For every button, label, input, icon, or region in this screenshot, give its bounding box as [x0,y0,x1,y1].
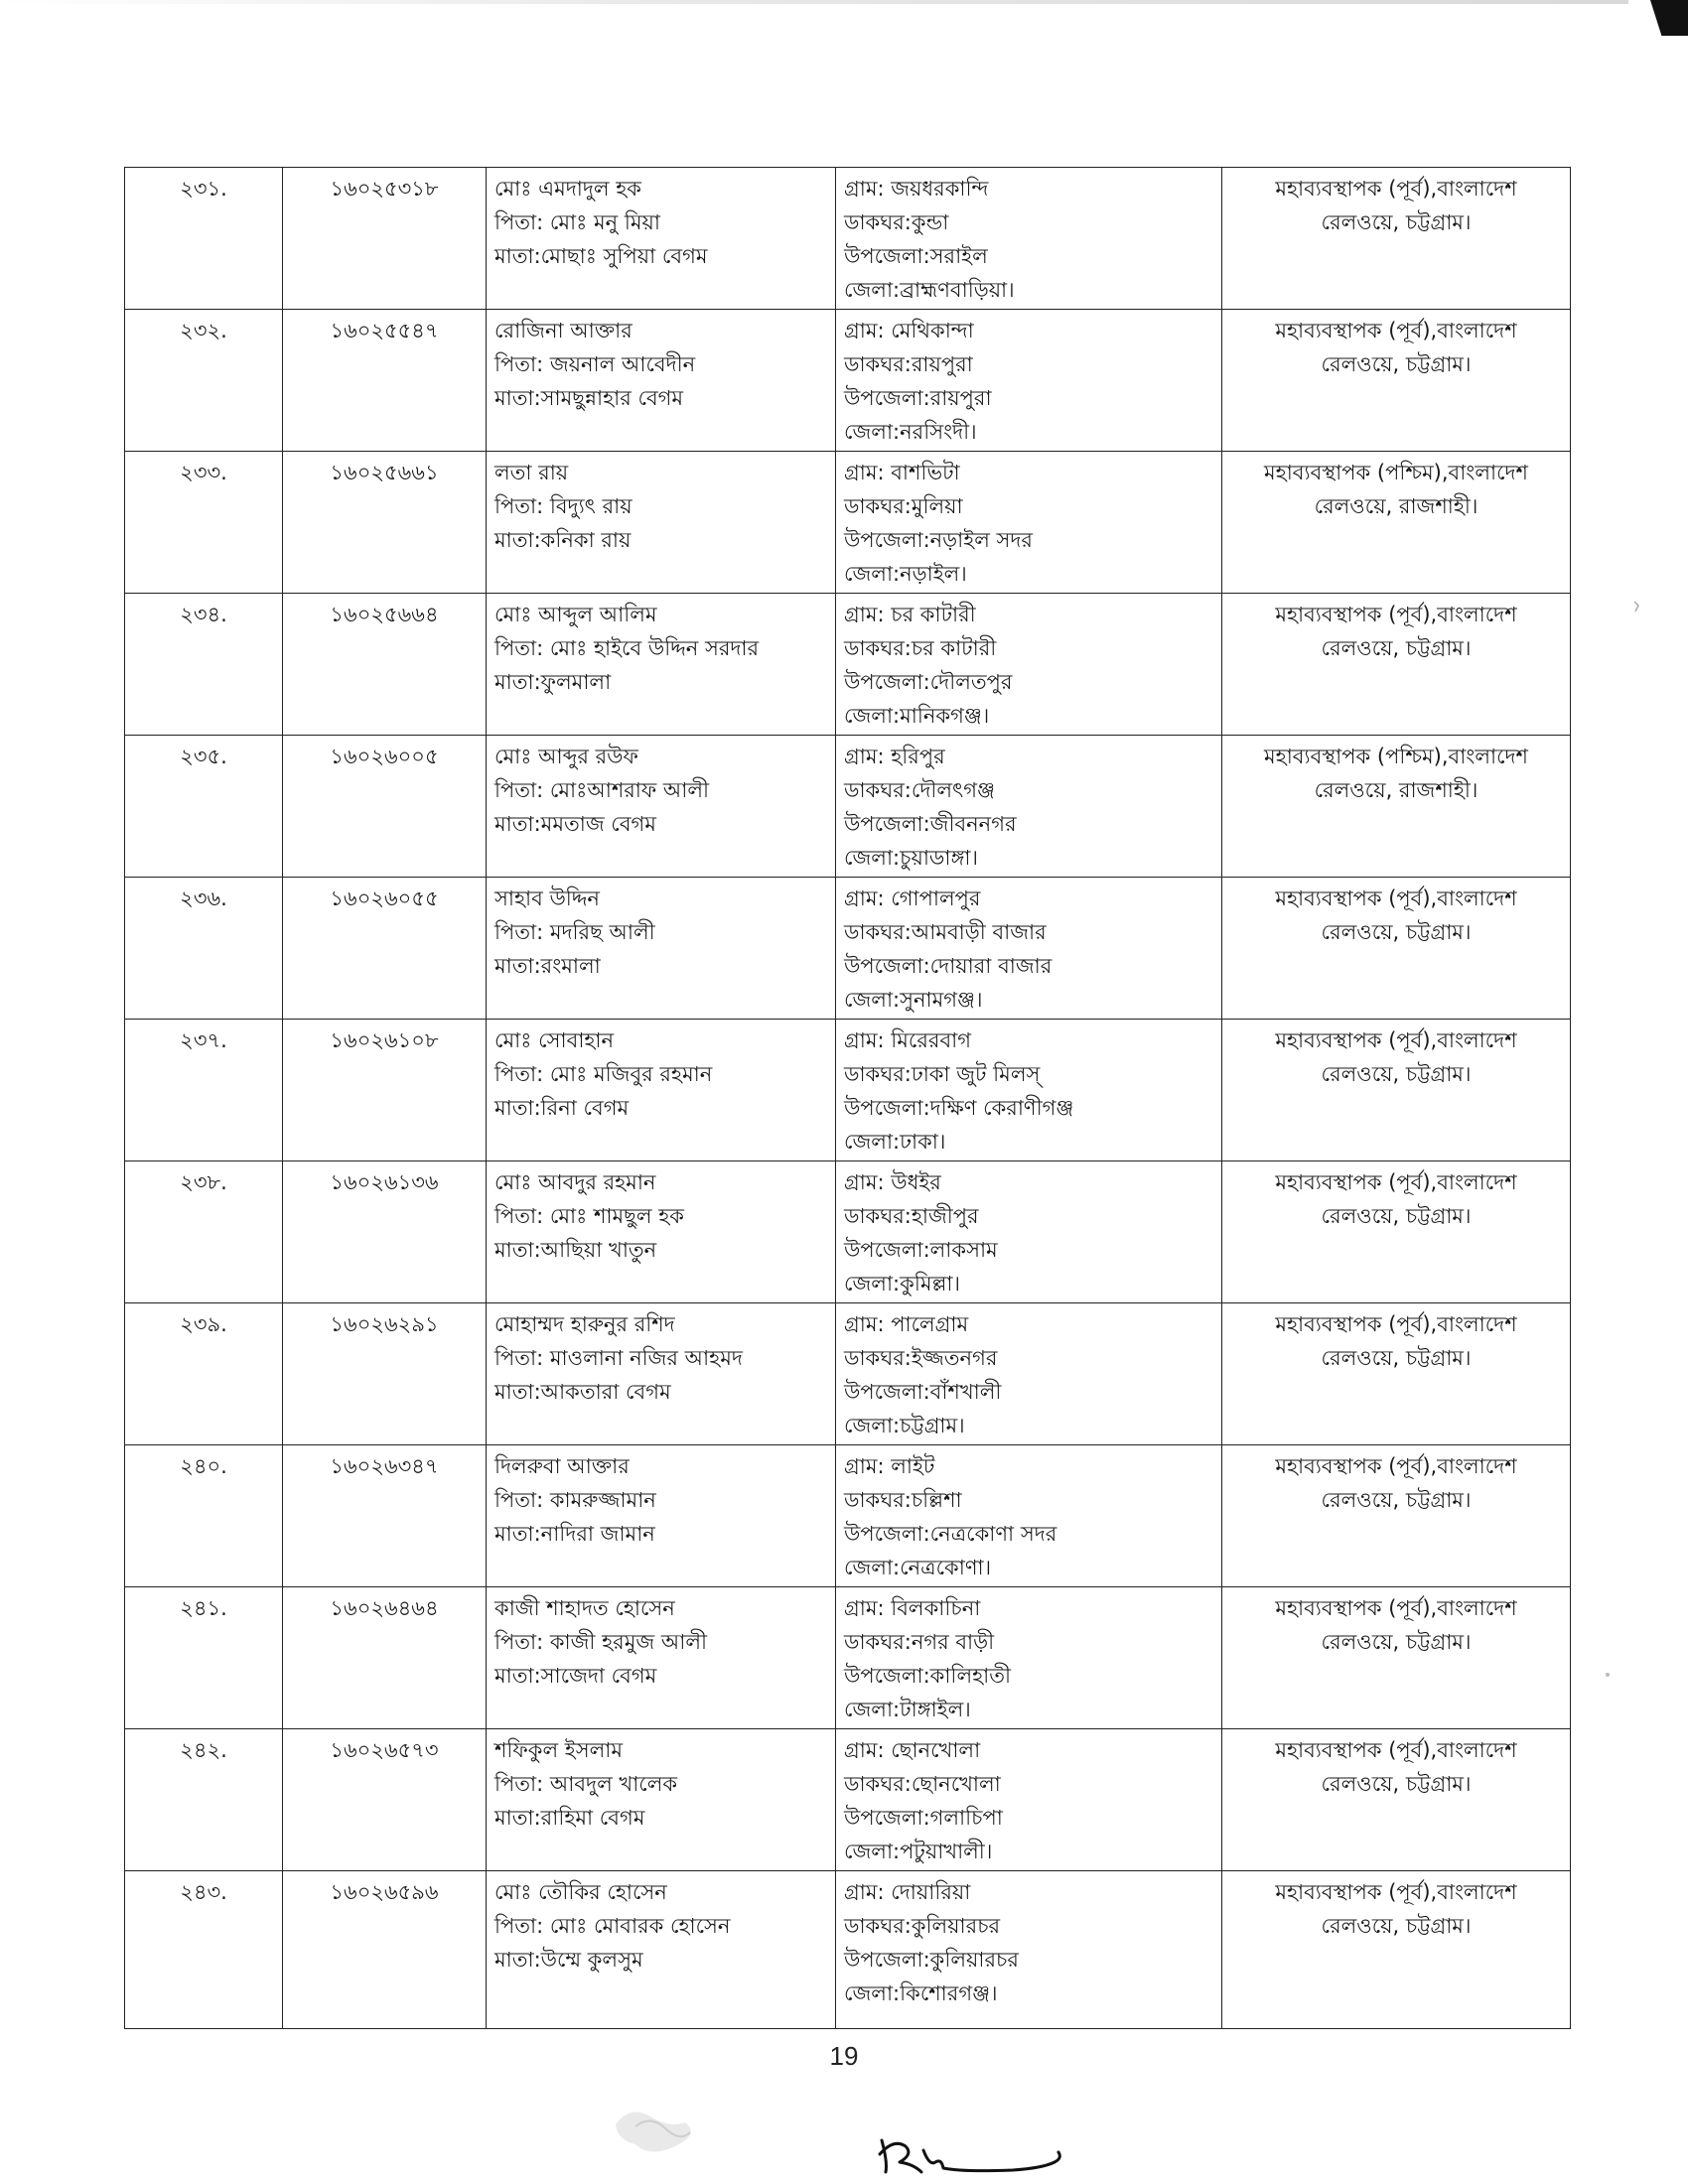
address-line: ডাকঘর:হাজীপুর [844,1204,979,1228]
name-line: পিতা: মোঃ হাইবে উদ্দিন সরদার [494,636,760,660]
name-line: মাতা:আছিয়া খাতুন [494,1238,657,1262]
address-cell [836,1587,1222,1729]
address-line: গ্রাম: লাইট [844,1454,935,1478]
address-line: জেলা:কিশোরগঞ্জ। [844,1981,998,2005]
address-line: উপজেলা:রায়পুরা [844,386,992,410]
candidate-name-cell [487,1445,836,1587]
name-line: পিতা: কাজী হরমুজ আলী [494,1630,707,1654]
table-row [125,452,1571,594]
address-line: ডাকঘর:রায়পুরা [844,352,973,376]
address-cell [836,1161,1222,1303]
candidate-table [124,167,1571,2029]
address-line: ডাকঘর:নগর বাড়ী [844,1630,995,1654]
candidate-name-cell [487,1729,836,1871]
address-line: উপজেলা:জীবননগর [844,812,1017,836]
office-cell [1222,594,1571,736]
address-line: গ্রাম: জয়ধরকান্দি [844,177,989,201]
serial-number-cell: ২৩১. [125,168,283,310]
office-line: রেলওয়ে, চট্টগ্রাম। [1321,636,1472,660]
name-line: মাতা:রিনা বেগম [494,1096,630,1120]
address-cell [836,452,1222,594]
table-row [125,1161,1571,1303]
address-line: ডাকঘর:মুলিয়া [844,494,963,518]
address-line: গ্রাম: চর কাটারী [844,603,976,626]
address-line: ডাকঘর:কুলিয়ারচর [844,1914,1001,1938]
address-cell [836,1020,1222,1161]
office-line: মহাব্যবস্থাপক (পূর্ব),বাংলাদেশ [1275,1028,1517,1052]
serial-number-cell: ২৪০. [125,1445,283,1587]
table-row [125,1871,1571,2029]
name-line: মাতা:রাহিমা বেগম [494,1806,645,1830]
name-line: পিতা: কামরুজ্জামান [494,1488,656,1512]
table-row [125,878,1571,1020]
name-line: মাতা:সাজেদা বেগম [494,1664,657,1688]
office-line: রেলওয়ে, চট্টগ্রাম। [1321,920,1472,944]
name-line: মাতা:আকতারা বেগম [494,1380,671,1404]
name-line: মাতা:মমতাজ বেগম [494,812,656,836]
address-line: উপজেলা:কালিহাতী [844,1664,1011,1688]
address-line: গ্রাম: বাশভিটা [844,461,960,484]
table-row [125,1445,1571,1587]
name-line: কাজী শাহাদত হোসেন [494,1596,675,1620]
address-line: উপজেলা:দোয়ারা বাজার [844,954,1053,978]
address-line: গ্রাম: ছোনখোলা [844,1738,981,1762]
address-line: ডাকঘর:আমবাড়ী বাজার [844,920,1047,944]
name-line: মোঃ আব্দুর রউফ [494,745,638,768]
table-row [125,168,1571,310]
address-cell [836,168,1222,310]
address-line: ডাকঘর:দৌলৎগঞ্জ [844,778,995,802]
address-line: গ্রাম: মেথিকান্দা [844,319,974,342]
roll-number-cell: ১৬০২৬০০৫ [283,736,487,878]
candidate-name-cell [487,1020,836,1161]
office-line: মহাব্যবস্থাপক (পূর্ব),বাংলাদেশ [1275,1312,1517,1336]
name-line: মোঃ এমদাদুল হক [494,177,641,201]
name-line: লতা রায় [494,461,569,484]
address-line: জেলা:সুনামগঞ্জ। [844,988,983,1012]
office-cell [1222,736,1571,878]
candidate-table-body [125,168,1571,2029]
address-cell [836,1445,1222,1587]
name-line: মাতা:রংমালা [494,954,601,978]
serial-number-cell: ২৪২. [125,1729,283,1871]
address-line: জেলা:কুমিল্লা। [844,1272,961,1296]
office-cell [1222,878,1571,1020]
office-line: রেলওয়ে, চট্টগ্রাম। [1321,1914,1472,1938]
scan-corner-shadow [1650,0,1688,36]
address-line: ডাকঘর:কুন্ডা [844,210,949,234]
table-row [125,1587,1571,1729]
name-line: মোঃ আবদুর রহমান [494,1170,656,1194]
address-line: জেলা:নরসিংদী। [844,420,977,444]
name-line: পিতা: মোঃ শামছুল হক [494,1204,684,1228]
serial-number-cell: ২৩৯. [125,1303,283,1445]
address-line: গ্রাম: উধইর [844,1170,941,1194]
name-line: পিতা: মাওলানা নজির আহমদ [494,1346,743,1370]
roll-number-cell: ১৬০২৬০৫৫ [283,878,487,1020]
address-line: গ্রাম: মিরেরবাগ [844,1028,971,1052]
name-line: মোহাম্মদ হারুনুর রশিদ [494,1312,675,1336]
roll-number-cell: ১৬০২৬১০৮ [283,1020,487,1161]
office-line: রেলওয়ে, রাজশাহী। [1314,778,1478,802]
office-line: মহাব্যবস্থাপক (পশ্চিম),বাংলাদেশ [1264,745,1528,768]
candidate-name-cell [487,1871,836,2029]
name-line: পিতা: মোঃ মোবারক হোসেন [494,1914,731,1938]
scan-speck [1603,1668,1613,1682]
office-cell [1222,1445,1571,1587]
office-cell [1222,168,1571,310]
address-line: গ্রাম: বিলকাচিনা [844,1596,981,1620]
name-line: পিতা: আবদুল খালেক [494,1772,678,1796]
address-line: জেলা:ব্রাহ্মণবাড়িয়া। [844,278,1015,302]
office-line: মহাব্যবস্থাপক (পূর্ব),বাংলাদেশ [1275,177,1517,201]
address-line: ডাকঘর:ঢাকা জুট মিলস্ [844,1062,1041,1086]
name-line: শফিকুল ইসলাম [494,1738,623,1762]
address-line: জেলা:নড়াইল। [844,562,967,586]
serial-number-cell: ২৩৪. [125,594,283,736]
address-line: উপজেলা:দৌলতপুর [844,670,1013,694]
serial-number-cell: ২৩৩. [125,452,283,594]
address-line: জেলা:চট্টগ্রাম। [844,1414,965,1437]
address-line: ডাকঘর:ছোনখোলা [844,1772,1001,1796]
office-line: মহাব্যবস্থাপক (পূর্ব),বাংলাদেশ [1275,1738,1517,1762]
candidate-name-cell [487,736,836,878]
name-line: সাহাব উদ্দিন [494,887,600,910]
name-line: মাতা:ফুলমালা [494,670,612,694]
office-line: মহাব্যবস্থাপক (পূর্ব),বাংলাদেশ [1275,887,1517,910]
roll-number-cell: ১৬০২৬৩৪৭ [283,1445,487,1587]
address-line: উপজেলা:সরাইল [844,244,988,268]
name-line: মাতা:নাদিরা জামান [494,1522,655,1546]
address-line: উপজেলা:লাকসাম [844,1238,998,1262]
candidate-name-cell [487,1303,836,1445]
address-cell [836,594,1222,736]
name-line: পিতা: জয়নাল আবেদীন [494,352,696,376]
office-line: মহাব্যবস্থাপক (পূর্ব),বাংলাদেশ [1275,603,1517,626]
address-line: উপজেলা:নেত্রকোণা সদর [844,1522,1057,1546]
office-line: মহাব্যবস্থাপক (পূর্ব),বাংলাদেশ [1275,319,1517,342]
name-line: মাতা:মোছাঃ সুপিয়া বেগম [494,244,708,268]
office-cell [1222,452,1571,594]
office-line: মহাব্যবস্থাপক (পূর্ব),বাংলাদেশ [1275,1880,1517,1904]
office-cell [1222,1303,1571,1445]
roll-number-cell: ১৬০২৬১৩৬ [283,1161,487,1303]
name-line: পিতা: মোঃআশরাফ আলী [494,778,710,802]
address-line: উপজেলা:দক্ষিণ কেরাণীগঞ্জ [844,1096,1074,1120]
address-cell [836,1729,1222,1871]
office-line: মহাব্যবস্থাপক (পশ্চিম),বাংলাদেশ [1264,461,1528,484]
name-line: মোঃ তৌকির হোসেন [494,1880,667,1904]
address-cell [836,1303,1222,1445]
signature [874,2132,1092,2180]
address-line: জেলা:নেত্রকোণা। [844,1556,992,1579]
name-line: দিলরুবা আক্তার [494,1454,630,1478]
roll-number-cell: ১৬০২৬৫৭৩ [283,1729,487,1871]
candidate-name-cell [487,168,836,310]
page-number: 19 [829,2041,859,2071]
table-row [125,736,1571,878]
table-row [125,310,1571,452]
address-line: উপজেলা:বাঁশখালী [844,1380,1002,1404]
address-line: জেলা:টাঙ্গাইল। [844,1698,971,1721]
name-line: পিতা: বিদ্যুৎ রায় [494,494,633,518]
address-line: জেলা:মানিকগঞ্জ। [844,704,990,728]
office-line: মহাব্যবস্থাপক (পূর্ব),বাংলাদেশ [1275,1454,1517,1478]
address-line: ডাকঘর:চর কাটারী [844,636,997,660]
office-cell [1222,310,1571,452]
office-line: রেলওয়ে, চট্টগ্রাম। [1321,1346,1472,1370]
address-line: গ্রাম: হরিপুর [844,745,945,768]
name-line: মাতা:কনিকা রায় [494,528,632,552]
address-line: জেলা:চুয়াডাঙ্গা। [844,846,978,870]
table-row [125,1020,1571,1161]
roll-number-cell: ১৬০২৫৫৪৭ [283,310,487,452]
serial-number-cell: ২৩৮. [125,1161,283,1303]
name-line: পিতা: মদরিছ আলী [494,920,655,944]
table-row [125,1303,1571,1445]
office-line: রেলওয়ে, রাজশাহী। [1314,494,1478,518]
candidate-name-cell [487,1161,836,1303]
roll-number-cell: ১৬০২৬৪৬৪ [283,1587,487,1729]
address-cell [836,878,1222,1020]
address-line: উপজেলা:নড়াইল সদর [844,528,1033,552]
office-cell [1222,1161,1571,1303]
office-line: রেলওয়ে, চট্টগ্রাম। [1321,352,1472,376]
office-line: রেলওয়ে, চট্টগ্রাম। [1321,1630,1472,1654]
serial-number-cell: ২৩২. [125,310,283,452]
scan-edge [0,0,1628,4]
address-line: গ্রাম: গোপালপুর [844,887,981,910]
office-line: মহাব্যবস্থাপক (পূর্ব),বাংলাদেশ [1275,1596,1517,1620]
office-cell [1222,1871,1571,2029]
office-line: রেলওয়ে, চট্টগ্রাম। [1321,210,1472,234]
roll-number-cell: ১৬০২৬২৯১ [283,1303,487,1445]
roll-number-cell: ১৬০২৫৬৬৪ [283,594,487,736]
name-line: মাতা:সামছুন্নাহার বেগম [494,386,684,410]
address-line: উপজেলা:গলাচিপা [844,1806,1003,1830]
table-row [125,1729,1571,1871]
table-row [125,594,1571,736]
name-line: মাতা:উম্মে কুলসুম [494,1948,643,1972]
office-cell [1222,1020,1571,1161]
office-cell [1222,1587,1571,1729]
roll-number-cell: ১৬০২৬৫৯৬ [283,1871,487,2029]
name-line: মোঃ সোবাহান [494,1028,615,1052]
candidate-name-cell [487,310,836,452]
office-line: রেলওয়ে, চট্টগ্রাম। [1321,1488,1472,1512]
office-cell [1222,1729,1571,1871]
candidate-name-cell [487,1587,836,1729]
serial-number-cell: ২৩৫. [125,736,283,878]
roll-number-cell: ১৬০২৫৬৬১ [283,452,487,594]
name-line: পিতা: মোঃ মনু মিয়া [494,210,661,234]
name-line: মোঃ আব্দুল আলিম [494,603,657,626]
address-line: ডাকঘর:চল্লিশা [844,1488,962,1512]
address-line: ডাকঘর:ইজ্জতনগর [844,1346,998,1370]
candidate-name-cell [487,594,836,736]
address-line: গ্রাম: পালেগ্রাম [844,1312,969,1336]
serial-number-cell: ২৪১. [125,1587,283,1729]
office-line: মহাব্যবস্থাপক (পূর্ব),বাংলাদেশ [1275,1170,1517,1194]
address-line: গ্রাম: দোয়ারিয়া [844,1880,971,1904]
address-line: জেলা:ঢাকা। [844,1130,946,1154]
scan-smudge [606,2095,715,2164]
scan-speck [1632,600,1642,614]
name-line: পিতা: মোঃ মজিবুর রহমান [494,1062,713,1086]
office-line: রেলওয়ে, চট্টগ্রাম। [1321,1062,1472,1086]
serial-number-cell: ২৩৬. [125,878,283,1020]
serial-number-cell: ২৪৩. [125,1871,283,2029]
name-line: রোজিনা আক্তার [494,319,633,342]
roll-number-cell: ১৬০২৫৩১৮ [283,168,487,310]
address-cell [836,310,1222,452]
address-line: জেলা:পটুয়াখালী। [844,1840,993,1863]
office-line: রেলওয়ে, চট্টগ্রাম। [1321,1772,1472,1796]
address-line: উপজেলা:কুলিয়ারচর [844,1948,1019,1972]
office-line: রেলওয়ে, চট্টগ্রাম। [1321,1204,1472,1228]
candidate-name-cell [487,878,836,1020]
address-cell [836,736,1222,878]
candidate-name-cell [487,452,836,594]
serial-number-cell: ২৩৭. [125,1020,283,1161]
address-cell [836,1871,1222,2029]
